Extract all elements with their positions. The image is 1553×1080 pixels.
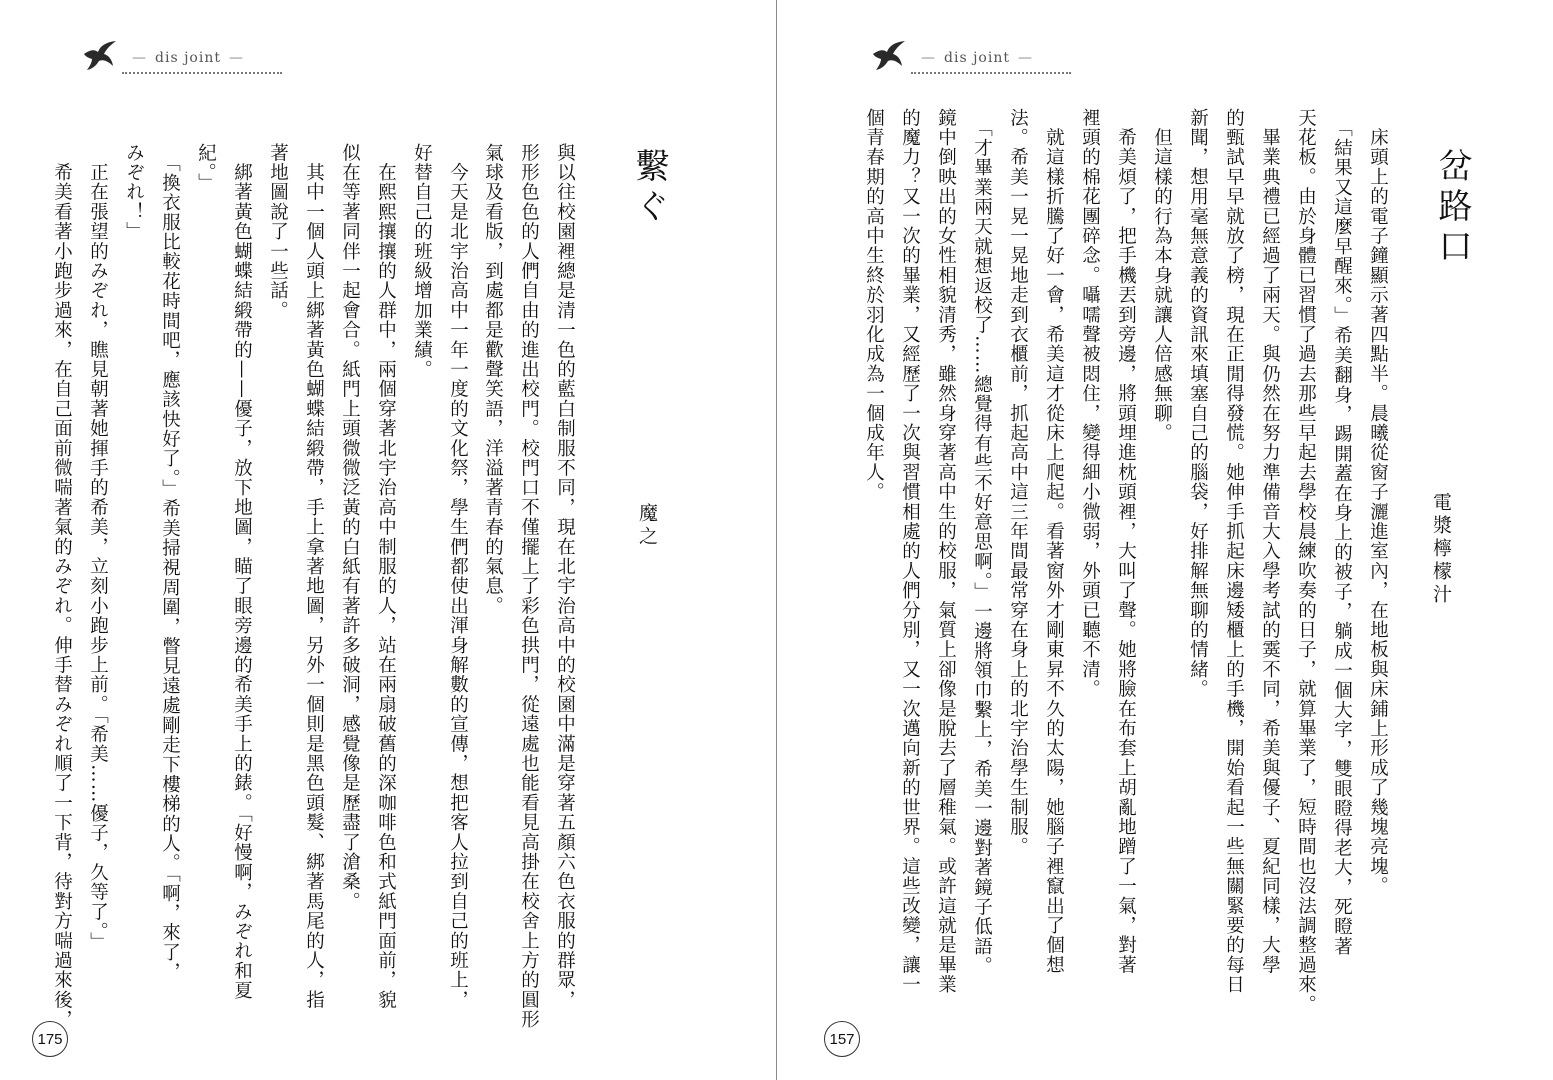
text-column: 紀。」 (195, 143, 217, 193)
text-column: 新聞，想用毫無意義的資訊來填塞自己的腦袋，好排解無聊的情緒。 (1187, 108, 1209, 699)
text-column: 正在張望的みぞれ，瞧見朝著她揮手的希美，立刻小跑步上前。「希美……優子，久等了。」 (87, 143, 109, 952)
story-author: 電漿檸檬汁 (1430, 492, 1452, 607)
text-column: 鏡中倒映出的女性相貌清秀，雖然身穿著高中生的校服，氣質上卻像是脫去了層稚氣。或許這就是畢業 (935, 108, 957, 995)
text-column: 其中一個人頭上綁著黃色蝴蝶結緞帶，手上拿著地圖，另外一個則是黑色頭髮、綁著馬尾的人，指 (303, 143, 325, 1010)
swallow-icon (82, 40, 118, 72)
text-column: 就這樣折騰了好一會，希美這才從床上爬起。看著窗外才剛東昇不久的太陽，她腦子裡竄出了個想 (1043, 108, 1065, 975)
brand-label: — dis joint — (921, 50, 1033, 66)
swallow-icon (871, 40, 907, 72)
text-column: 綁著黃色蝴蝶結緞帶的——優子，放下地圖，瞄了眼旁邊的希美手上的錶。「好慢啊，みぞれ和夏 (231, 143, 253, 1001)
text-column: 希美煩了，把手機丟到旁邊，將頭埋進枕頭裡，大叫了聲。她將臉在布套上胡亂地蹭了一氣，對著 (1115, 108, 1137, 975)
text-column: 裡頭的棉花團碎念。囁嚅聲被悶住，變得細小微弱，外頭已聽不清。 (1079, 108, 1101, 699)
left-page (0, 0, 776, 1080)
text-column: みぞれ！」 (123, 143, 145, 242)
text-column: 在熙熙攘攘的人群中，兩個穿著北宇治高中制服的人，站在兩扇破舊的深咖啡色和式紙門面前，貌 (375, 143, 397, 1010)
header-dotted-rule (911, 72, 1071, 74)
text-column: 希美看著小跑步過來，在自己面前微喘著氣的みぞれ。伸手替みぞれ順了一下背，待對方喘過來後， (51, 143, 73, 1030)
text-column: 床頭上的電子鐘顯示著四點半。晨曦從窗子灑進室內，在地板與床鋪上形成了幾塊亮塊。 (1367, 108, 1389, 896)
text-column: 天花板。由於身體已習慣了過去那些早起去學校晨練吹奏的日子，就算畢業了，短時間也沒法調整過來。 (1295, 108, 1317, 1015)
text-column: 但這樣的行為本身就讓人倍感無聊。 (1151, 108, 1173, 443)
text-column: 今天是北宇治高中一年一度的文化祭，學生們都使出渾身解數的宣傳，想把客人拉到自己的班上， (447, 143, 469, 1010)
page-number: 157 (824, 1021, 860, 1057)
text-column: 「才畢業兩天就想返校了……總覺得有些不好意思啊。」一邊將領巾繫上，希美一邊對著鏡子低語。 (971, 108, 993, 976)
text-column: 好替自己的班級增加業績。 (411, 143, 433, 380)
text-column: 似在等著同伴一起會合。紙門上頭微微泛黃的白紙有著許多破洞，感覺像是歷盡了滄桑。 (339, 143, 361, 912)
story-title: 岔路口 (1432, 148, 1472, 268)
text-column: 個青春期的高中生終於羽化成為一個成年人。 (863, 108, 885, 502)
text-column: 「換衣服比較花時間吧，應該快好了。」希美掃視周圍，瞥見遠處剛走下樓梯的人。「啊，來了， (159, 143, 181, 983)
story-author: 魔之 (636, 503, 658, 549)
text-column: 的魔力？又一次的畢業，又經歷了一次與習慣相處的人們分別，又一次邁向新的世界。這些改變，讓一 (899, 108, 921, 995)
page-number: 175 (32, 1021, 68, 1057)
text-column: 著地圖說了一些話。 (267, 143, 289, 321)
text-column: 的甄試早早就放了榜，現在正閒得發慌。她伸手抓起床邊矮櫃上的手機，開始看起一些無關緊要的每日 (1223, 108, 1245, 995)
right-page (777, 0, 1553, 1080)
text-column: 氣球及看版，到處都是歡聲笑語，洋溢著青春的氣息。 (482, 143, 504, 616)
text-column: 與以往校園裡總是清一色的藍白制服不同，現在北宇治高中的校園中滿是穿著五顏六色衣服的群眾， (554, 143, 576, 1010)
header-dotted-rule (122, 72, 282, 74)
text-column: 形形色色的人們自由的進出校門。校門口不僅擺上了彩色拱門，從遠處也能看見高掛在校舍上方的圓形 (518, 143, 540, 1030)
text-column: 畢業典禮已經過了兩天。與仍然在努力準備音大入學考試的霙不同，希美與優子、夏紀同樣，大學 (1259, 108, 1281, 975)
text-column: 「結果又這麼早醒來。」希美翻身，踢開蓋在身上的被子，躺成一個大字，雙眼瞪得老大，死瞪著 (1331, 108, 1353, 957)
brand-label: — dis joint — (132, 50, 244, 66)
text-column: 法。希美一晃一晃地走到衣櫃前，抓起高中這三年間最常穿在身上的北宇治學生制服。 (1007, 108, 1029, 857)
story-title: 繫ぐ (629, 148, 669, 228)
